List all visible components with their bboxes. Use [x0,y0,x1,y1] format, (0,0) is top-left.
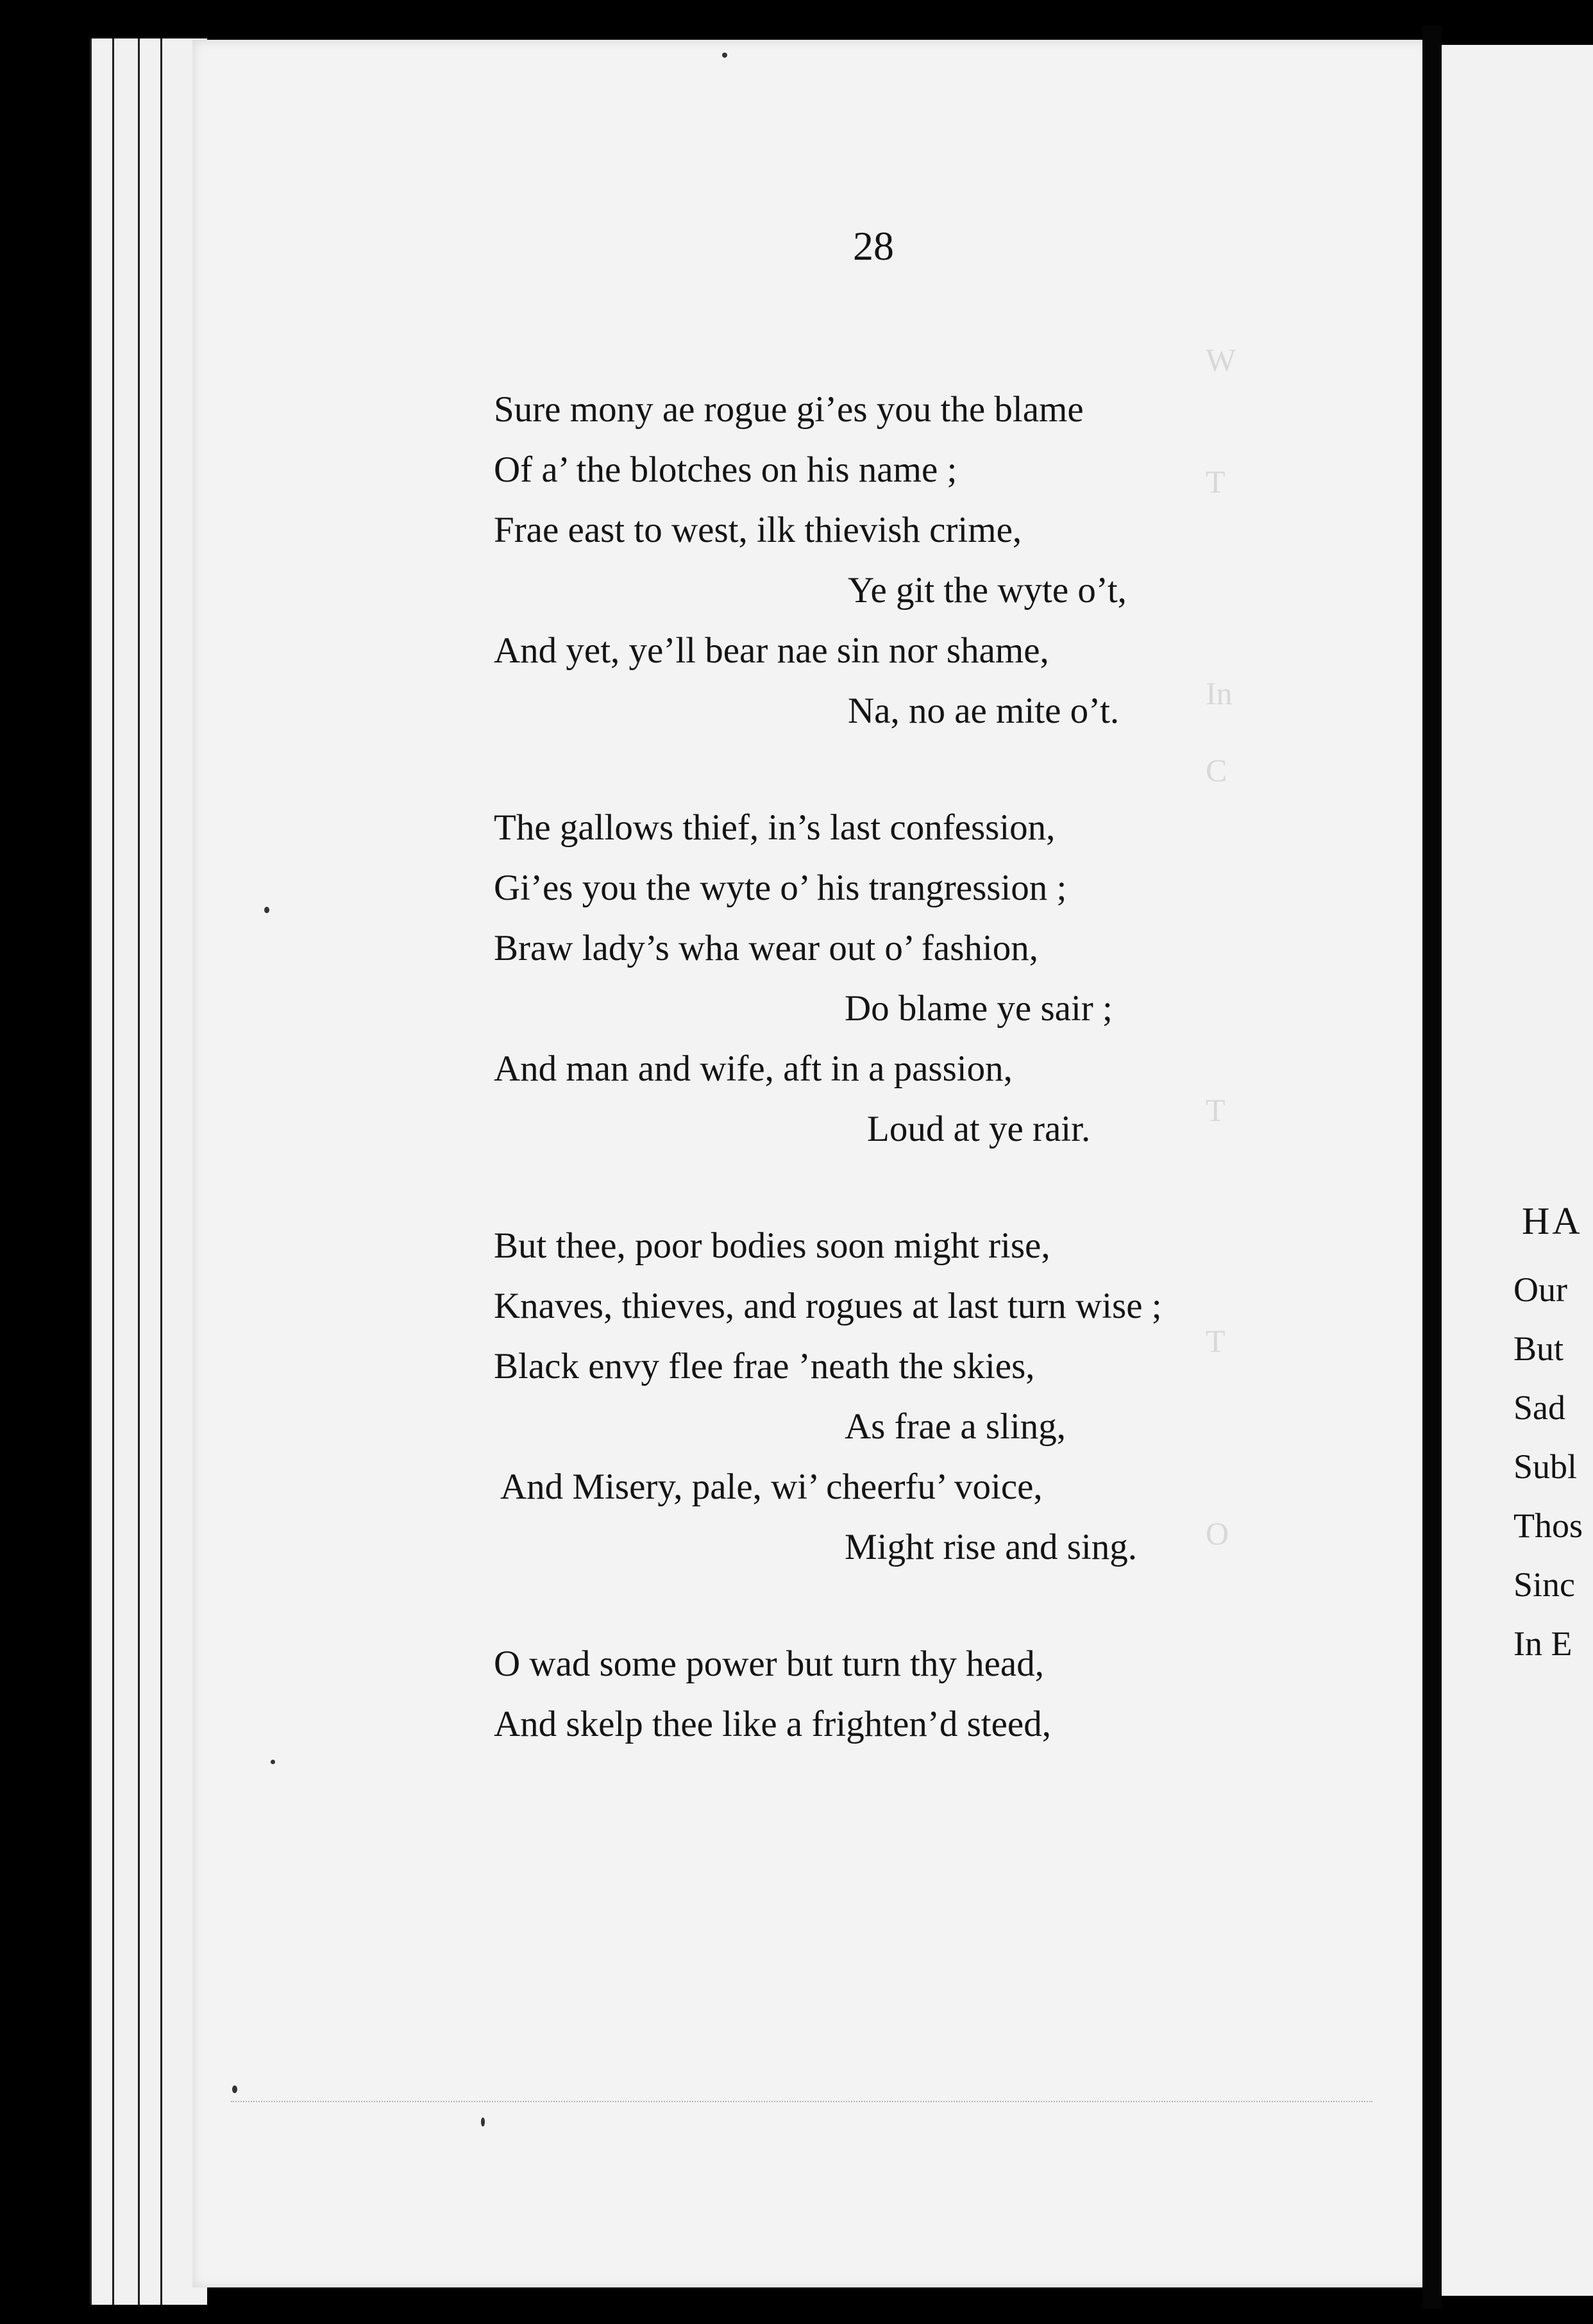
verse-line: Black envy flee frae ’neath the skies, [494,1346,1035,1386]
verse-line: Of a’ the blotches on his name ; [494,450,957,490]
line-fragment: But [1513,1329,1564,1368]
verse-line: Braw lady’s wha wear out o’ fashion, [494,928,1038,968]
verse-line: Knaves, thieves, and rogues at last turn wise ; [494,1286,1162,1326]
line-fragment: Subl [1513,1447,1578,1486]
ink-speck [264,907,269,913]
verse-line: Ye git the wyte o’t, [848,570,1127,610]
ink-speck [232,2085,237,2093]
verse-line: And skelp thee like a frighten’d steed, [494,1704,1051,1744]
verse-line: And Misery, pale, wi’ cheerfu’ voice, [500,1467,1043,1507]
verse-line: Loud at ye rair. [867,1109,1091,1149]
verse-line: And man and wife, aft in a passion, [494,1048,1013,1089]
verse-line: Na, no ae mite o’t. [848,691,1120,731]
ink-speck [271,1760,275,1764]
verse-line: Frae east to west, ilk thievish crime, [494,510,1022,550]
verse-line: The gallows thief, in’s last confession, [494,807,1056,848]
verse-line: Gi’es you the wyte o’ his trangression ; [494,868,1067,908]
book-gutter [1422,26,1442,2309]
line-fragment: Our [1513,1270,1567,1309]
torn-edge [231,2096,1372,2102]
page-number: 28 [853,223,894,269]
verse-line: But thee, poor bodies soon might rise, [494,1225,1050,1266]
verse-line: Do blame ye sair ; [845,988,1113,1029]
line-fragment: In E [1513,1624,1572,1663]
left-page: W T In C T T O 28 Sure mony ae rogue gi’es you the blame Of a’ the blotches on his name ; Frae east to west, ilk thievish crime, Ye git the wyte o’t, And yet, ye’ll bear nae sin nor shame, Na, no ae mite o’t. The gallows thief, in’s last confession, Gi’es you the wyte o’ his trangression ; Braw lady’s wha wear out o’ fashion, Do blame ye sair ; And man and wife, aft in a passion, Loud at ye rair. But thee, poor bodies soon might rise, Knaves, thieves, and rogues at last turn wise ; Black envy flee frae ’neath the skies, As frae a sling, And Misery, pale, wi’ cheerfu’ voice, Might rise and sing. O wad some power but turn thy head, And skelp thee like a frighten’d steed, [192,40,1433,2287]
ink-speck [722,53,727,58]
line-fragment: Sinc [1513,1565,1576,1604]
verse-line: O wad some power but turn thy head, [494,1644,1044,1684]
verse-line: Might rise and sing. [845,1527,1137,1567]
verse-line: As frae a sling, [845,1406,1066,1447]
heading-fragment: HA [1522,1200,1583,1242]
right-page-fragment [1442,45,1593,2296]
verse-line: Sure mony ae rogue gi’es you the blame [494,389,1084,430]
verse-line: And yet, ye’ll bear nae sin nor shame, [494,630,1049,671]
line-fragment: Sad [1513,1388,1565,1427]
ink-speck [481,2118,485,2126]
line-fragment: Thos [1513,1506,1583,1545]
